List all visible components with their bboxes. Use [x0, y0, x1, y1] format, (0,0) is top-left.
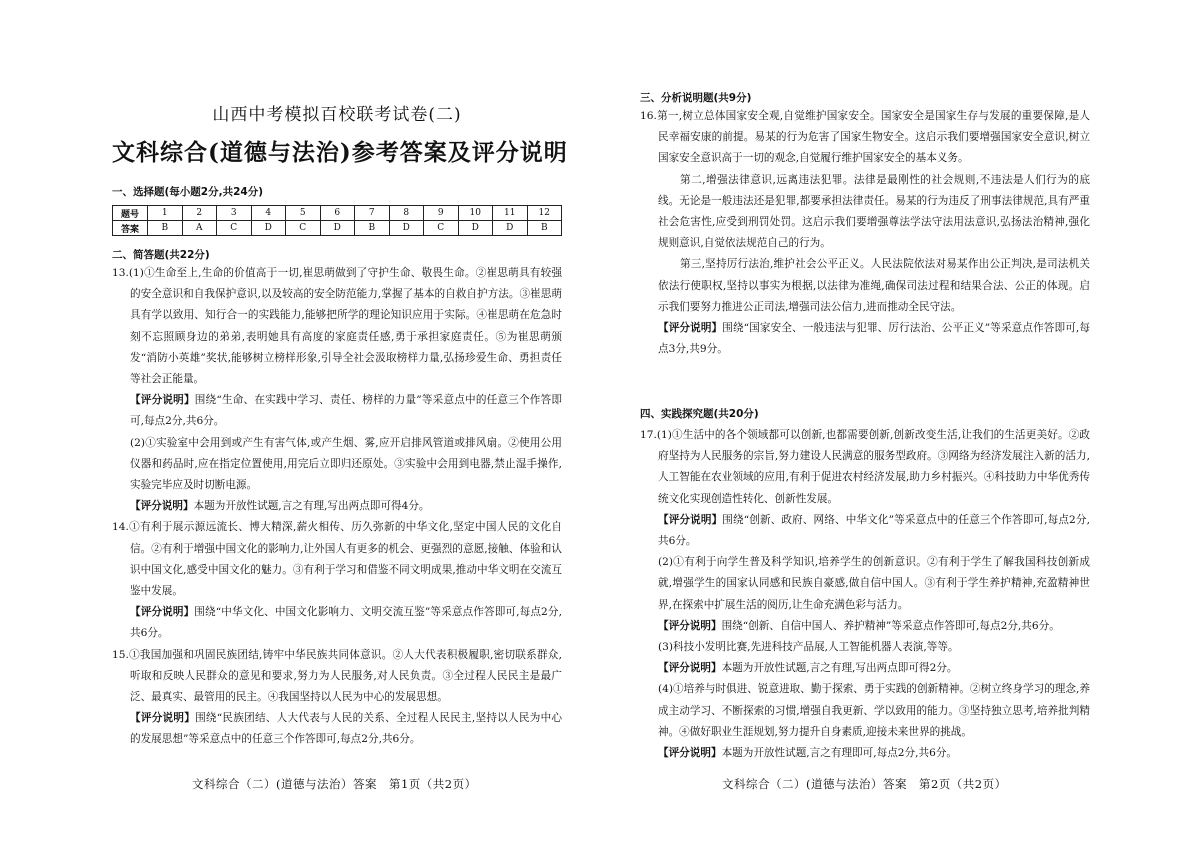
- scoring-label: 【评分说明】: [658, 322, 723, 335]
- table-head-number: 题号: [113, 206, 148, 221]
- scoring-note: [640, 318, 1090, 360]
- table-cell: 12: [527, 206, 562, 221]
- scoring-text: 围绕“创新、自信中国人、养护精神”等采意点作答即可,每点2分,共6分。: [721, 619, 1060, 632]
- scoring-label: 【评分说明】: [130, 500, 194, 513]
- scoring-label: 【评分说明】: [130, 394, 195, 407]
- scoring-label: 【评分说明】: [658, 662, 722, 675]
- left-answers-body: [112, 263, 562, 751]
- table-cell: 3: [217, 206, 252, 221]
- answer-17-4: (4)①培养与时俱进、锐意进取、勤于探索、勇于实践的创新精神。②树立终身学习的理念,养成主动学习、不断探索的习惯,增强自我更新、学以致用的能力。③坚持独立思考,培养批判精神。④做好职业生涯规划,努力提升自身素质,迎接未来世界的挑战。: [658, 683, 1090, 738]
- table-cell: 10: [458, 206, 493, 221]
- scoring-note: [640, 510, 1090, 552]
- table-cell: A: [182, 221, 217, 236]
- answer-17-2: (2)①有利于向学生普及科学知识,培养学生的创新意识。②有利于学生了解我国科技创新成就,增强学生的国家认同感和民族自豪感,做自信中国人。③有利于学生养护精神,充盈精神世界,在探索中扩展生活的阅历,让生命充满色彩与活力。: [658, 556, 1090, 611]
- exam-title: 山西中考模拟百校联考试卷(二): [212, 105, 462, 125]
- scoring-label: 【评分说明】: [658, 747, 722, 760]
- answer-17-3: (3)科技小发明比赛,先进科技产品展,人工智能机器人表演,等等。: [658, 641, 959, 654]
- scoring-note: [112, 496, 562, 517]
- answer-table: [112, 205, 562, 236]
- table-cell: 8: [389, 206, 424, 221]
- table-cell: D: [251, 221, 286, 236]
- table-cell: D: [458, 221, 493, 236]
- table-row-numbers: [113, 206, 562, 221]
- scoring-text: 本题为开放性试题,言之有理即可,每点2分,共6分。: [721, 747, 958, 760]
- answer-16-part3: 第三,坚持厉行法治,维护社会公平正义。人民法院依法对易某作出公正判决,是司法机关依法行使职权,坚持以事实为根据,以法律为准绳,确保司法过程和结果合法、公正的体现。启示我们要努力推进公正司法,增强司法公信力,进而推动全民守法。: [658, 258, 1090, 313]
- table-cell: C: [424, 221, 459, 236]
- scoring-text: 围绕“创新、政府、网络、中华文化”等采意点中的任意三个作答即可,每点2分,共6分。: [658, 513, 1090, 548]
- right-answers-body-2: [640, 425, 1090, 764]
- scoring-note: [112, 390, 562, 432]
- scoring-text: 围绕“国家安全、一般违法与犯罪、厉行法治、公平正义”等采意点作答即可,每点3分,共9分。: [658, 322, 1091, 356]
- answer-16-part2: 第二,增强法律意识,远离违法犯罪。法律是最刚性的社会规则,不违法是人们行为的底线。无论是一般违法还是犯罪,都要承担法律责任。易某的行为违反了刑事法律规范,具有严重社会危害性,应受到刑罚处罚。这启示我们要增强尊法学法守法用法意识,弘扬法治精神,强化规则意识,自觉依法规范自己的行为。: [658, 173, 1090, 250]
- answer-17-1: 17.(1)①生活中的各个领域都可以创新,也都需要创新,创新改变生活,让我们的生活更美好。②政府坚持为人民服务的宗旨,努力建设人民满意的服务型政府。③网络为经济发展注入新的活力,人工智能在农业领域的应用,有利于促进农村经济发展,助力乡村振兴。④科技助力中华优秀传统文化实现创造性转化、创新性发展。: [640, 429, 1090, 505]
- section-analysis-heading: 三、分析说明题(共9分): [640, 92, 752, 104]
- answer-13-1: 13.(1)①生命至上,生命的价值高于一切,崔思萌做到了守护生命、敬畏生命。②崔思萌具有较强的安全意识和自我保护意识,以及较高的安全防范能力,掌握了基本的自救自护方法。③崔思萌具有学以致用、知行合一的实践能力,能够把所学的理论知识应用于实际。④崔思萌在危急时刻不忘照顾身边的弟弟,表明她具有高度的家庭责任感,勇于承担家庭责任。⑤为崔思萌颁发“消防小英雄”奖状,能够树立榜样形象,引导全社会汲取榜样力量,弘扬珍爱生命、勇担责任等社会正能量。: [112, 267, 562, 386]
- page-footer: 文科综合（二）(道德与法治）答案 第2页（共2页）: [722, 777, 1007, 791]
- scoring-label: 【评分说明】: [130, 712, 196, 725]
- scoring-text: 本题为开放性试题,言之有理,写出两点即可得4分。: [193, 500, 430, 513]
- scoring-text: 围绕“中华文化、中国文化影响力、文明交流互鉴”等采意点作答即可,每点2分,共6分。: [130, 606, 562, 640]
- answer-13-2: (2)①实验室中会用到或产生有害气体,或产生烟、雾,应开启排风管道或排风扇。②使用公用仪器和药品时,应在指定位置使用,用完后立即归还原处。③实验中会用到电器,禁止湿手操作,实验完毕应及时切断电源。: [130, 436, 562, 492]
- scoring-label: 【评分说明】: [658, 513, 723, 526]
- table-cell: D: [493, 221, 528, 236]
- table-cell: 2: [182, 206, 217, 221]
- table-cell: 5: [286, 206, 321, 221]
- table-cell: B: [527, 221, 562, 236]
- table-row-answers: [113, 221, 562, 236]
- page-footer: 文科综合（二）(道德与法治）答案 第1页（共2页）: [192, 777, 477, 791]
- section-short-answer-heading: 二、简答题(共22分): [112, 249, 210, 261]
- scoring-label: 【评分说明】: [130, 606, 195, 619]
- table-cell: B: [355, 221, 390, 236]
- table-cell: D: [320, 221, 355, 236]
- scoring-note: [640, 616, 1090, 637]
- table-cell: 1: [148, 206, 183, 221]
- scoring-label: 【评分说明】: [658, 619, 722, 632]
- scoring-note: [640, 658, 1090, 679]
- right-answers-body-1: [640, 106, 1090, 360]
- scoring-text: 围绕“民族团结、人大代表与人民的关系、全过程人民民主,坚持以人民为中心的发展思想”等采意点中的任意三个作答即可,每点2分,共6分。: [130, 712, 563, 746]
- table-cell: B: [148, 221, 183, 236]
- scoring-text: 围绕“生命、在实践中学习、责任、榜样的力量”等采意点中的任意三个作答即可,每点2分,共6分。: [130, 394, 562, 428]
- scoring-note: [112, 708, 562, 750]
- table-head-answer: 答案: [113, 221, 148, 236]
- answer-16-part1: 16.第一,树立总体国家安全观,自觉维护国家安全。国家安全是国家生存与发展的重要保障,是人民幸福安康的前提。易某的行为危害了国家生物安全。这启示我们要增强国家安全意识,树立国家安全意识高于一切的观念,自觉履行维护国家安全的基本义务。: [640, 110, 1090, 165]
- scoring-note: [640, 743, 1090, 764]
- table-cell: 7: [355, 206, 390, 221]
- table-cell: 11: [493, 206, 528, 221]
- section-choice-heading: 一、选择题(每小题2分,共24分): [112, 186, 264, 198]
- table-cell: 6: [320, 206, 355, 221]
- scoring-note: [112, 602, 562, 644]
- table-cell: C: [286, 221, 321, 236]
- answer-15: 15.①我国加强和巩固民族团结,铸牢中华民族共同体意识。②人大代表积极履职,密切联系群众,听取和反映人民群众的意见和要求,努力为人民服务,对人民负责。③全过程人民民主是最广泛、最真实、最管用的民主。④我国坚持以人民为中心的发展思想。: [112, 648, 562, 704]
- scoring-text: 本题为开放性试题,言之有理,写出两点即可得2分。: [721, 662, 958, 675]
- table-cell: D: [389, 221, 424, 236]
- answer-title: 文科综合(道德与法治)参考答案及评分说明: [112, 139, 568, 166]
- table-cell: 9: [424, 206, 459, 221]
- answer-14: 14.①有利于展示源远流长、博大精深,薪火相传、历久弥新的中华文化,坚定中国人民的文化自信。②有利于增强中国文化的影响力,让外国人有更多的机会、更强烈的意愿,接触、体验和认识中国文化,感受中国文化的魅力。③有利于学习和借鉴不同文明成果,推动中华文明在交流互鉴中发展。: [112, 521, 562, 598]
- table-cell: C: [217, 221, 252, 236]
- section-practice-heading: 四、实践探究题(共20分): [640, 408, 759, 420]
- table-cell: 4: [251, 206, 286, 221]
